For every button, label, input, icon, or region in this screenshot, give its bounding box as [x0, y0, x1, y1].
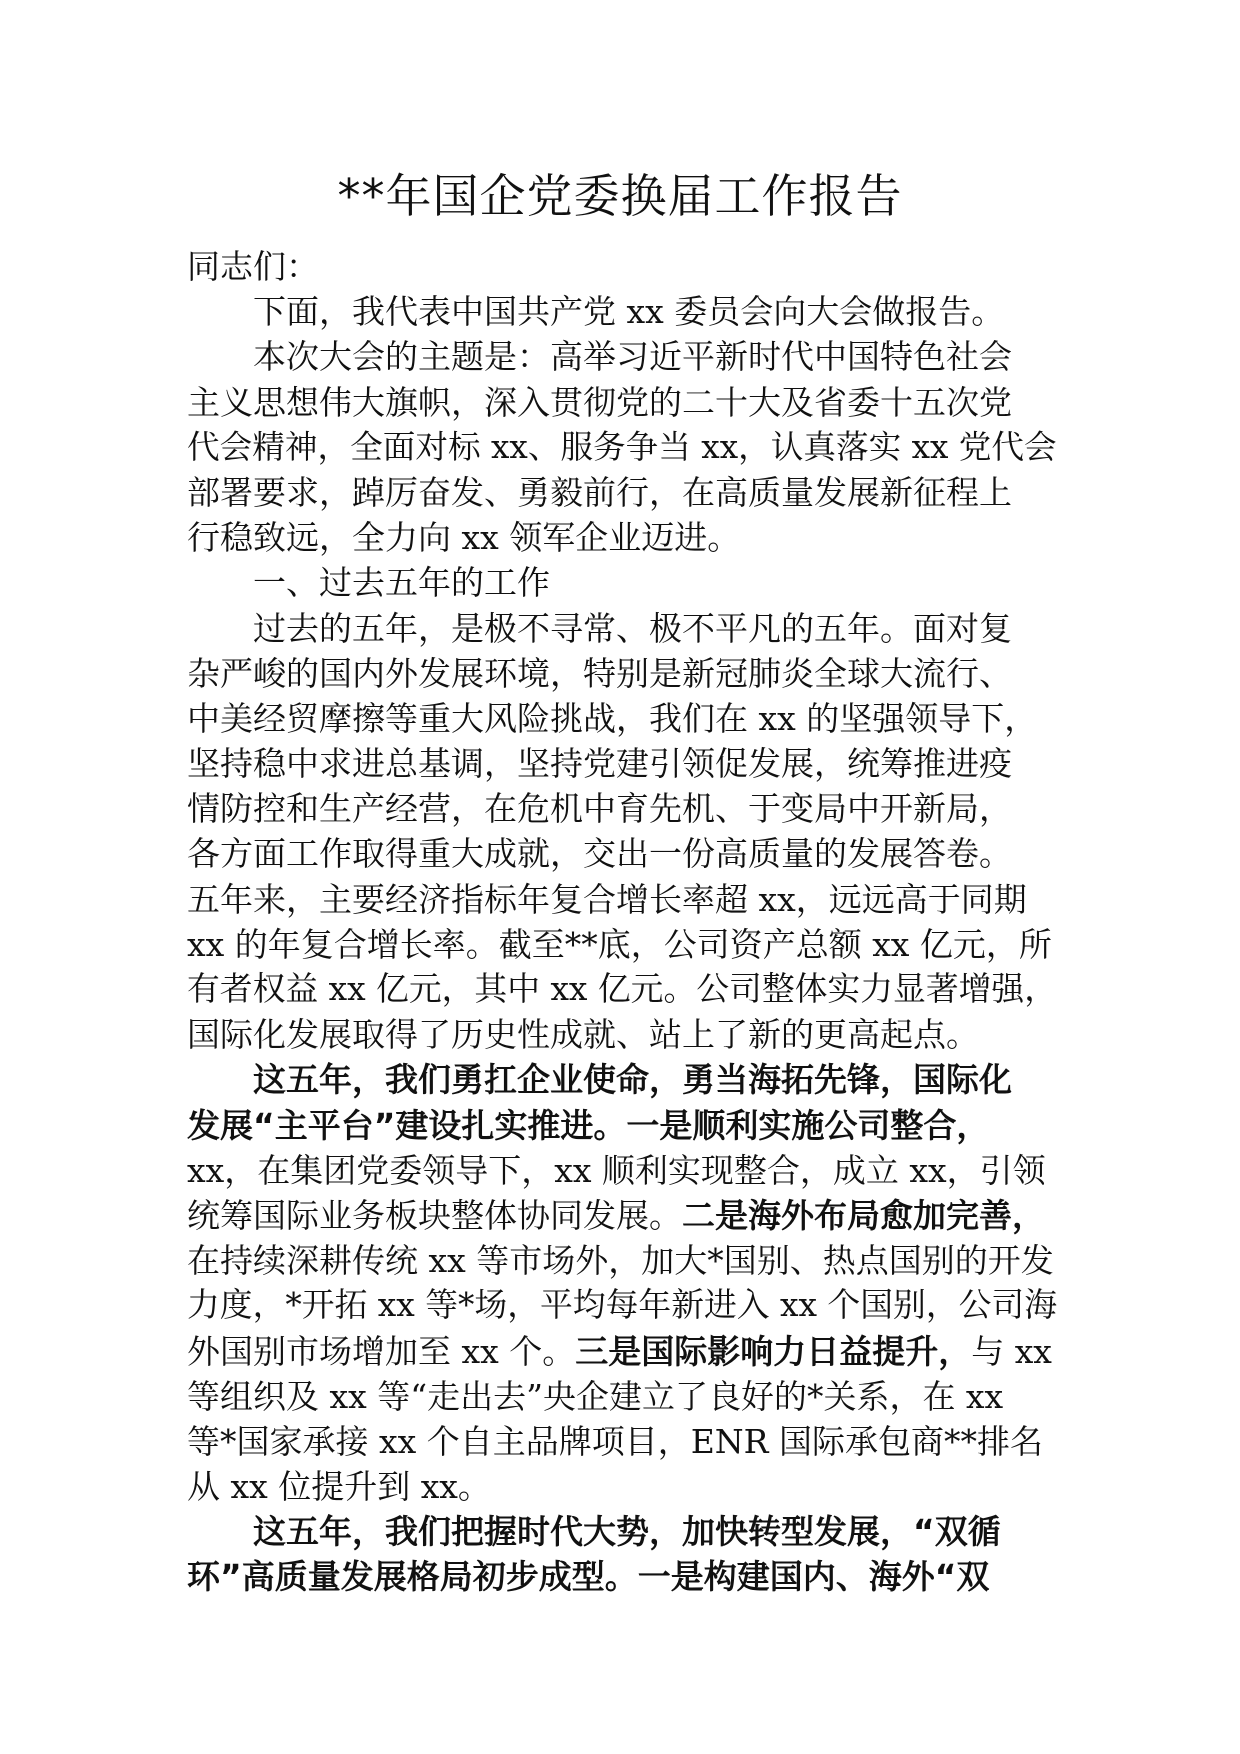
text-line — [187, 1283, 1057, 1328]
text-line — [187, 831, 1057, 876]
text-segment: 统筹国际业务板块整体协同发展。 — [187, 1195, 682, 1235]
text-segment: 本次大会的主题是：高举习近平新时代中国特色社会 — [253, 337, 1012, 377]
text-segment: 行稳致远，全力向 xx 领军企业迈进。 — [187, 518, 741, 558]
bold-text-segment: 这五年，我们勇扛企业使命，勇当海拓先锋，国际化 — [253, 1060, 1012, 1100]
text-segment: 同志们： — [187, 247, 319, 286]
text-segment: 下面，我代表中国共产党 xx 委员会向大会做报告。 — [253, 292, 1005, 332]
document-title: **年国企党委换届工作报告 — [337, 169, 903, 223]
text-line — [187, 1329, 1057, 1374]
text-segment: 等组织及 xx 等“走出去”央企建立了良好的*关系，在 xx — [187, 1376, 1004, 1416]
text-segment: 从 xx 位提升到 xx。 — [187, 1467, 491, 1507]
text-line — [187, 1464, 1057, 1509]
text-line — [187, 922, 1057, 967]
text-line — [187, 334, 1057, 379]
text-line — [187, 696, 1057, 741]
text-segment: 情防控和生产经营，在危机中育先机、于变局中开新局， — [187, 789, 1012, 829]
bold-text-segment: 发展“主平台”建设扎实推进。一是顺利实施公司整合， — [187, 1105, 990, 1145]
text-line — [187, 380, 1057, 425]
text-line — [187, 470, 1057, 515]
text-segment: 坚持稳中求进总基调，坚持党建引领促发展，统筹推进疫 — [187, 744, 1012, 784]
text-line — [187, 1238, 1057, 1283]
text-line — [187, 560, 1057, 605]
text-line — [187, 1374, 1057, 1419]
text-segment: 过去的五年，是极不寻常、极不平凡的五年。面对复 — [253, 608, 1012, 648]
text-line — [187, 1554, 1057, 1599]
text-segment: 国际化发展取得了历史性成就、站上了新的更高起点。 — [187, 1015, 979, 1055]
text-line — [187, 1103, 1057, 1148]
text-segment: 杂严峻的国内外发展环境，特别是新冠肺炎全球大流行、 — [187, 653, 1012, 693]
bold-text-segment: 三是国际影响力日益提升， — [575, 1331, 972, 1371]
text-line — [187, 741, 1057, 786]
text-line — [187, 877, 1057, 922]
text-line — [187, 1012, 1057, 1057]
text-segment: 在持续深耕传统 xx 等市场外，加大*国别、热点国别的开发 — [187, 1241, 1054, 1281]
text-segment: 部署要求，踔厉奋发、勇毅前行，在高质量发展新征程上 — [187, 472, 1012, 512]
text-line — [187, 1419, 1057, 1464]
text-line — [187, 1148, 1057, 1193]
text-line — [187, 786, 1057, 831]
text-segment: 各方面工作取得重大成就，交出一份高质量的发展答卷。 — [187, 834, 1012, 874]
document-body — [187, 244, 1057, 1600]
text-line — [187, 289, 1057, 334]
text-segment: 五年来，主要经济指标年复合增长率超 xx，远远高于同期 — [187, 879, 1027, 919]
text-segment: 与 xx — [971, 1331, 1052, 1371]
text-line — [187, 1509, 1057, 1554]
text-line — [187, 1193, 1057, 1238]
text-line — [187, 425, 1057, 470]
text-segment: xx 的年复合增长率。截至**底，公司资产总额 xx 亿元，所 — [187, 924, 1052, 964]
text-segment: 主义思想伟大旗帜，深入贯彻党的二十大及省委十五次党 — [187, 382, 1012, 422]
text-segment: 有者权益 xx 亿元，其中 xx 亿元。公司整体实力显著增强， — [187, 970, 1058, 1008]
text-segment: 力度，*开拓 xx 等*场，平均每年新进入 xx 个国别，公司海 — [187, 1286, 1058, 1325]
bold-text-segment: 这五年，我们把握时代大势，加快转型发展，“双循 — [253, 1512, 1001, 1552]
text-segment: 一、过去五年的工作 — [253, 563, 550, 603]
bold-text-segment: 环”高质量发展格局初步成型。一是构建国内、海外“双 — [187, 1557, 990, 1597]
text-segment: xx，在集团党委领导下，xx 顺利实现整合，成立 xx，引领 — [187, 1150, 1046, 1190]
text-line — [187, 244, 1057, 289]
text-line — [187, 1057, 1057, 1102]
text-line — [187, 651, 1057, 696]
bold-text-segment: 二是海外布局愈加完善， — [682, 1195, 1045, 1235]
text-segment: 中美经贸摩擦等重大风险挑战，我们在 xx 的坚强领导下， — [187, 698, 1038, 738]
text-segment: 外国别市场增加至 xx 个。 — [187, 1331, 576, 1371]
text-line — [187, 515, 1057, 560]
text-segment: 等*国家承接 xx 个自主品牌项目，ENR 国际承包商**排名 — [187, 1421, 1044, 1461]
text-segment: 代会精神，全面对标 xx、服务争当 xx，认真落实 xx 党代会 — [187, 427, 1057, 466]
text-line — [187, 967, 1057, 1012]
text-line — [187, 606, 1057, 651]
